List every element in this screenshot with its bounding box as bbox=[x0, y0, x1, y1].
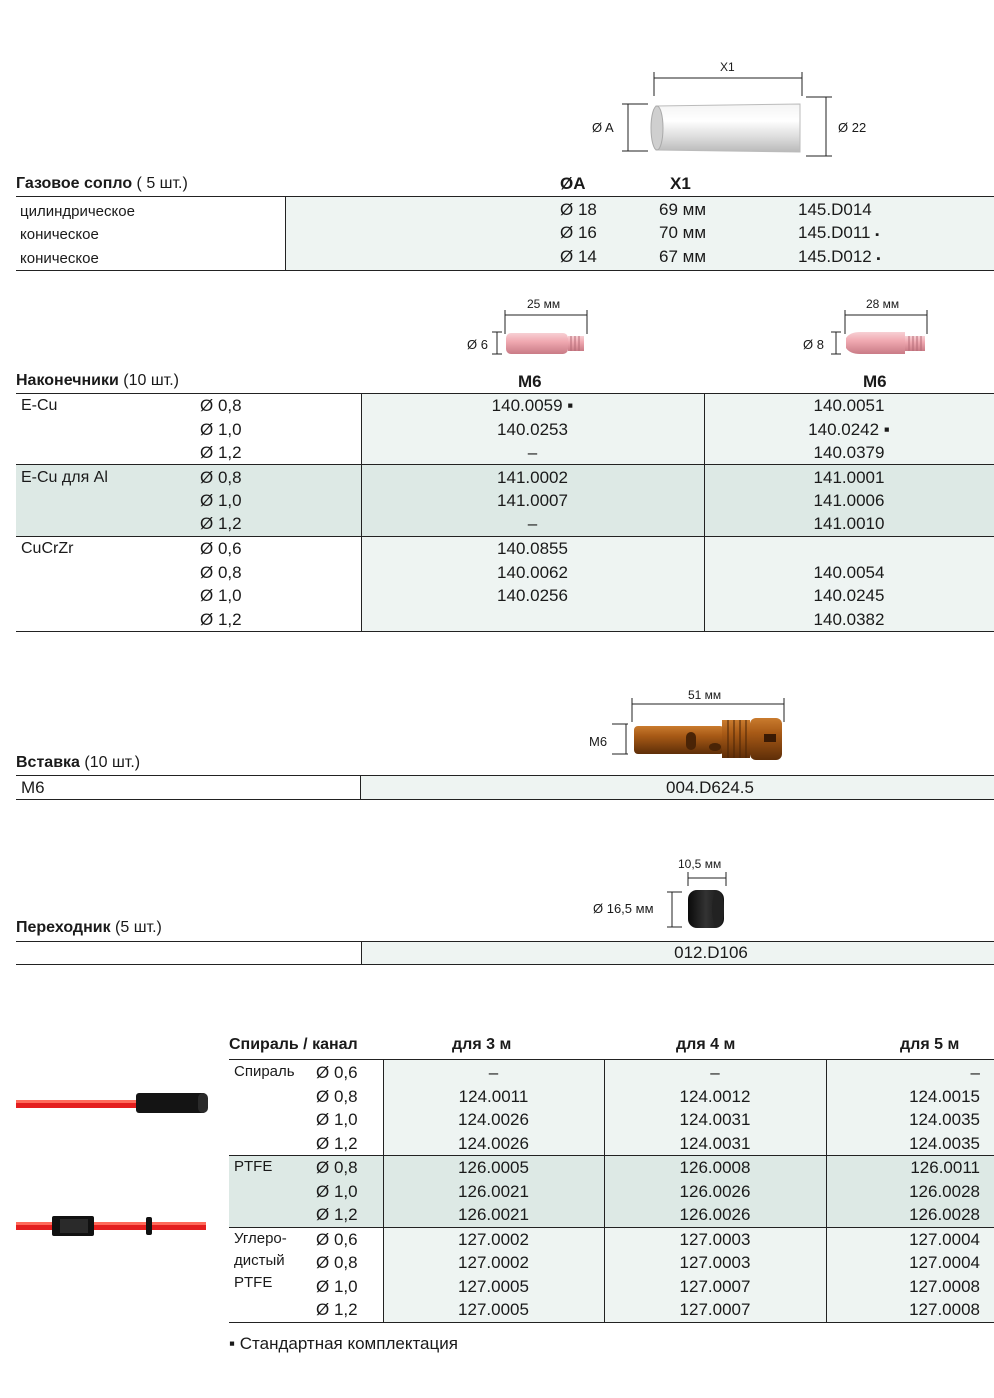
liner-code: 126.0026 bbox=[679, 1205, 751, 1224]
nozzle-row-name: коническое bbox=[20, 226, 99, 243]
tips-code: 140.0256 bbox=[497, 586, 568, 605]
liner-code: 126.0021 bbox=[458, 1205, 529, 1224]
tips-diameter: Ø 1,0 bbox=[200, 420, 242, 439]
nozzle-row-code: 145.D014 bbox=[798, 200, 872, 219]
tips-diameter: Ø 1,0 bbox=[200, 491, 242, 510]
liner-code: 127.0002 bbox=[458, 1253, 529, 1272]
liner-material: Углеро- bbox=[234, 1230, 287, 1247]
liner-code: – bbox=[488, 1063, 499, 1082]
liner-code: 127.0008 bbox=[909, 1300, 980, 1319]
nozzle-row-diam: Ø 14 bbox=[560, 247, 597, 266]
liner-code: 124.0035 bbox=[909, 1110, 980, 1129]
tips-code: 141.0010 bbox=[813, 514, 885, 533]
gas-nozzle-fill bbox=[285, 196, 994, 270]
insert-rule bbox=[16, 799, 994, 800]
tips-code: 140.0242 ▪ bbox=[808, 420, 890, 439]
tips-rule bbox=[16, 536, 994, 537]
nozzle-row-diam: Ø 18 bbox=[560, 200, 597, 219]
tips-material: CuCrZr bbox=[21, 540, 74, 557]
tips-diameter: Ø 1,2 bbox=[200, 610, 242, 629]
liner-code: 127.0007 bbox=[679, 1277, 751, 1296]
liner-diameter: Ø 1,0 bbox=[316, 1182, 358, 1201]
tips-material: E-Cu для Al bbox=[21, 469, 108, 486]
tips-col2-header: M6 bbox=[863, 372, 887, 391]
liner-code: 127.0008 bbox=[909, 1277, 980, 1296]
adapter-rule bbox=[16, 941, 994, 942]
insert-title: Вставка (10 шт.) bbox=[16, 754, 141, 771]
nozzle-row-len: 69 мм bbox=[659, 200, 707, 219]
liner-code: 126.0005 bbox=[458, 1158, 529, 1177]
col-a-header: ØA bbox=[560, 174, 586, 193]
liner-code: 126.0028 bbox=[909, 1182, 980, 1201]
tips-code: 141.0007 bbox=[497, 491, 568, 510]
tips-diameter: Ø 0,8 bbox=[200, 468, 242, 487]
dim-x1-label: X1 bbox=[720, 60, 735, 74]
liner-code: 127.0004 bbox=[909, 1230, 980, 1249]
tips-col1-header: M6 bbox=[518, 372, 542, 391]
liner-diameter: Ø 0,8 bbox=[316, 1253, 358, 1272]
liner-col1-header: для 3 м bbox=[452, 1036, 512, 1053]
adapter-code: 012.D106 bbox=[674, 943, 748, 962]
liner-code: – bbox=[710, 1063, 720, 1082]
tips-code: – bbox=[527, 514, 538, 533]
liner-code: 127.0005 bbox=[458, 1277, 529, 1296]
nozzle-row-len: 70 мм bbox=[659, 223, 707, 242]
insert-name: M6 bbox=[21, 778, 45, 797]
tips-code: – bbox=[527, 443, 538, 462]
liner-material: PTFE bbox=[234, 1158, 273, 1175]
liner-title: Спираль / канал bbox=[229, 1036, 358, 1053]
tips-material: E-Cu bbox=[21, 397, 58, 414]
nozzle-row-len: 67 мм bbox=[659, 247, 707, 266]
tips-diameter: Ø 0,8 bbox=[200, 563, 242, 582]
tips-code: 140.0245 bbox=[813, 586, 885, 605]
tips-code: 140.0051 bbox=[813, 396, 885, 415]
tips-code: 140.0855 bbox=[497, 539, 568, 558]
liner-rule bbox=[229, 1059, 994, 1060]
tips-rule bbox=[16, 393, 994, 394]
liner-material: дистый bbox=[234, 1252, 285, 1269]
liner-diameter: Ø 0,6 bbox=[316, 1063, 358, 1082]
liner-rule bbox=[229, 1227, 994, 1228]
liner-code: 124.0031 bbox=[679, 1134, 751, 1153]
tips-code: 141.0001 bbox=[813, 468, 885, 487]
tips-code: 140.0059 ▪ bbox=[491, 396, 574, 415]
liner-code: 126.0011 bbox=[910, 1158, 980, 1177]
tips-code: 140.0253 bbox=[497, 420, 568, 439]
nozzle-row-code: 145.D011 ▪ bbox=[798, 223, 880, 242]
dim-a-label: Ø A bbox=[592, 120, 614, 135]
tips-code: 140.0379 bbox=[813, 443, 885, 462]
liner-code: 124.0012 bbox=[679, 1087, 751, 1106]
liner-code: 124.0026 bbox=[458, 1110, 529, 1129]
liner-col2-header: для 4 м bbox=[676, 1036, 736, 1053]
tip1-length-label: 25 мм bbox=[527, 297, 561, 311]
liner-code: 126.0021 bbox=[458, 1182, 529, 1201]
liner-diameter: Ø 0,6 bbox=[316, 1230, 358, 1249]
liner-diameter: Ø 0,8 bbox=[316, 1087, 358, 1106]
tips-diameter: Ø 1,2 bbox=[200, 514, 242, 533]
gas-nozzle-image bbox=[0, 0, 994, 200]
tip1-diameter-label: Ø 6 bbox=[467, 337, 488, 352]
liner-diameter: Ø 0,8 bbox=[316, 1158, 358, 1177]
liner-code: 127.0004 bbox=[909, 1253, 980, 1272]
liner-code: 126.0026 bbox=[679, 1182, 751, 1201]
tips-diameter: Ø 1,0 bbox=[200, 586, 242, 605]
liner-col3-header: для 5 м bbox=[900, 1036, 960, 1053]
tips-code: 140.0382 bbox=[813, 610, 885, 629]
adapter-diameter-label: Ø 16,5 мм bbox=[593, 901, 654, 916]
tips-code: 140.0062 bbox=[497, 563, 568, 582]
liner-rule bbox=[229, 1322, 994, 1323]
adapter-title: Переходник (5 шт.) bbox=[16, 919, 162, 936]
liner-diameter: Ø 1,0 bbox=[316, 1277, 358, 1296]
liner-code: 124.0035 bbox=[909, 1134, 980, 1153]
liner-code: 127.0003 bbox=[679, 1253, 751, 1272]
tips-code: 141.0006 bbox=[813, 491, 885, 510]
nozzle-row-code: 145.D012 ▪ bbox=[798, 247, 881, 266]
liner-code: 127.0002 bbox=[458, 1230, 529, 1249]
liner-diameter: Ø 1,2 bbox=[316, 1300, 358, 1319]
gas-nozzle-title: Газовое сопло ( 5 шт.) bbox=[16, 175, 188, 192]
liner-code: 127.0003 bbox=[679, 1230, 751, 1249]
liner-diameter: Ø 1,2 bbox=[316, 1134, 358, 1153]
liner-code: – bbox=[970, 1063, 980, 1082]
tips-rule bbox=[16, 464, 994, 465]
nozzle-row-name: коническое bbox=[20, 250, 99, 267]
tip2-diameter-label: Ø 8 bbox=[803, 337, 824, 352]
liner-material: Спираль bbox=[234, 1063, 295, 1080]
liner-code: 126.0028 bbox=[909, 1205, 980, 1224]
liner-code: 124.0011 bbox=[458, 1087, 529, 1106]
liner-code: 127.0005 bbox=[458, 1300, 529, 1319]
footnote: ▪ Стандартная комплектация bbox=[229, 1334, 458, 1353]
gas-nozzle-bottom-rule bbox=[16, 270, 994, 271]
tip2-length-label: 28 мм bbox=[866, 297, 900, 311]
liner-diameter: Ø 1,2 bbox=[316, 1205, 358, 1224]
tips-diameter: Ø 0,6 bbox=[200, 539, 242, 558]
insert-length-label: 51 мм bbox=[688, 688, 722, 702]
nozzle-row-diam: Ø 16 bbox=[560, 223, 597, 242]
dim-22-label: Ø 22 bbox=[838, 120, 867, 135]
liner-rule bbox=[229, 1155, 994, 1156]
liner-code: 127.0007 bbox=[679, 1300, 751, 1319]
tips-title: Наконечники (10 шт.) bbox=[16, 372, 180, 389]
adapter-length-label: 10,5 мм bbox=[678, 857, 722, 871]
tips-rule bbox=[16, 631, 994, 632]
liner-images bbox=[0, 1080, 220, 1280]
liner-diameter: Ø 1,0 bbox=[316, 1110, 358, 1129]
tips-code: 141.0002 bbox=[497, 468, 568, 487]
col-x1-header: X1 bbox=[670, 174, 691, 193]
liner-code: 124.0026 bbox=[458, 1134, 529, 1153]
insert-rule bbox=[16, 775, 994, 776]
insert-thread-label: M6 bbox=[589, 734, 608, 749]
tips-code: 140.0054 bbox=[813, 563, 885, 582]
tips-diameter: Ø 1,2 bbox=[200, 443, 242, 462]
tips-diameter: Ø 0,8 bbox=[200, 396, 242, 415]
insert-code: 004.D624.5 bbox=[666, 778, 754, 797]
liner-code: 126.0008 bbox=[679, 1158, 751, 1177]
nozzle-row-name: цилиндрическое bbox=[20, 203, 135, 220]
gas-nozzle-top-rule bbox=[16, 196, 994, 197]
liner-material: PTFE bbox=[234, 1274, 273, 1291]
gas-nozzle-divider bbox=[285, 196, 286, 270]
adapter-rule bbox=[16, 964, 994, 965]
liner-code: 124.0015 bbox=[909, 1087, 980, 1106]
liner-code: 124.0031 bbox=[679, 1110, 751, 1129]
